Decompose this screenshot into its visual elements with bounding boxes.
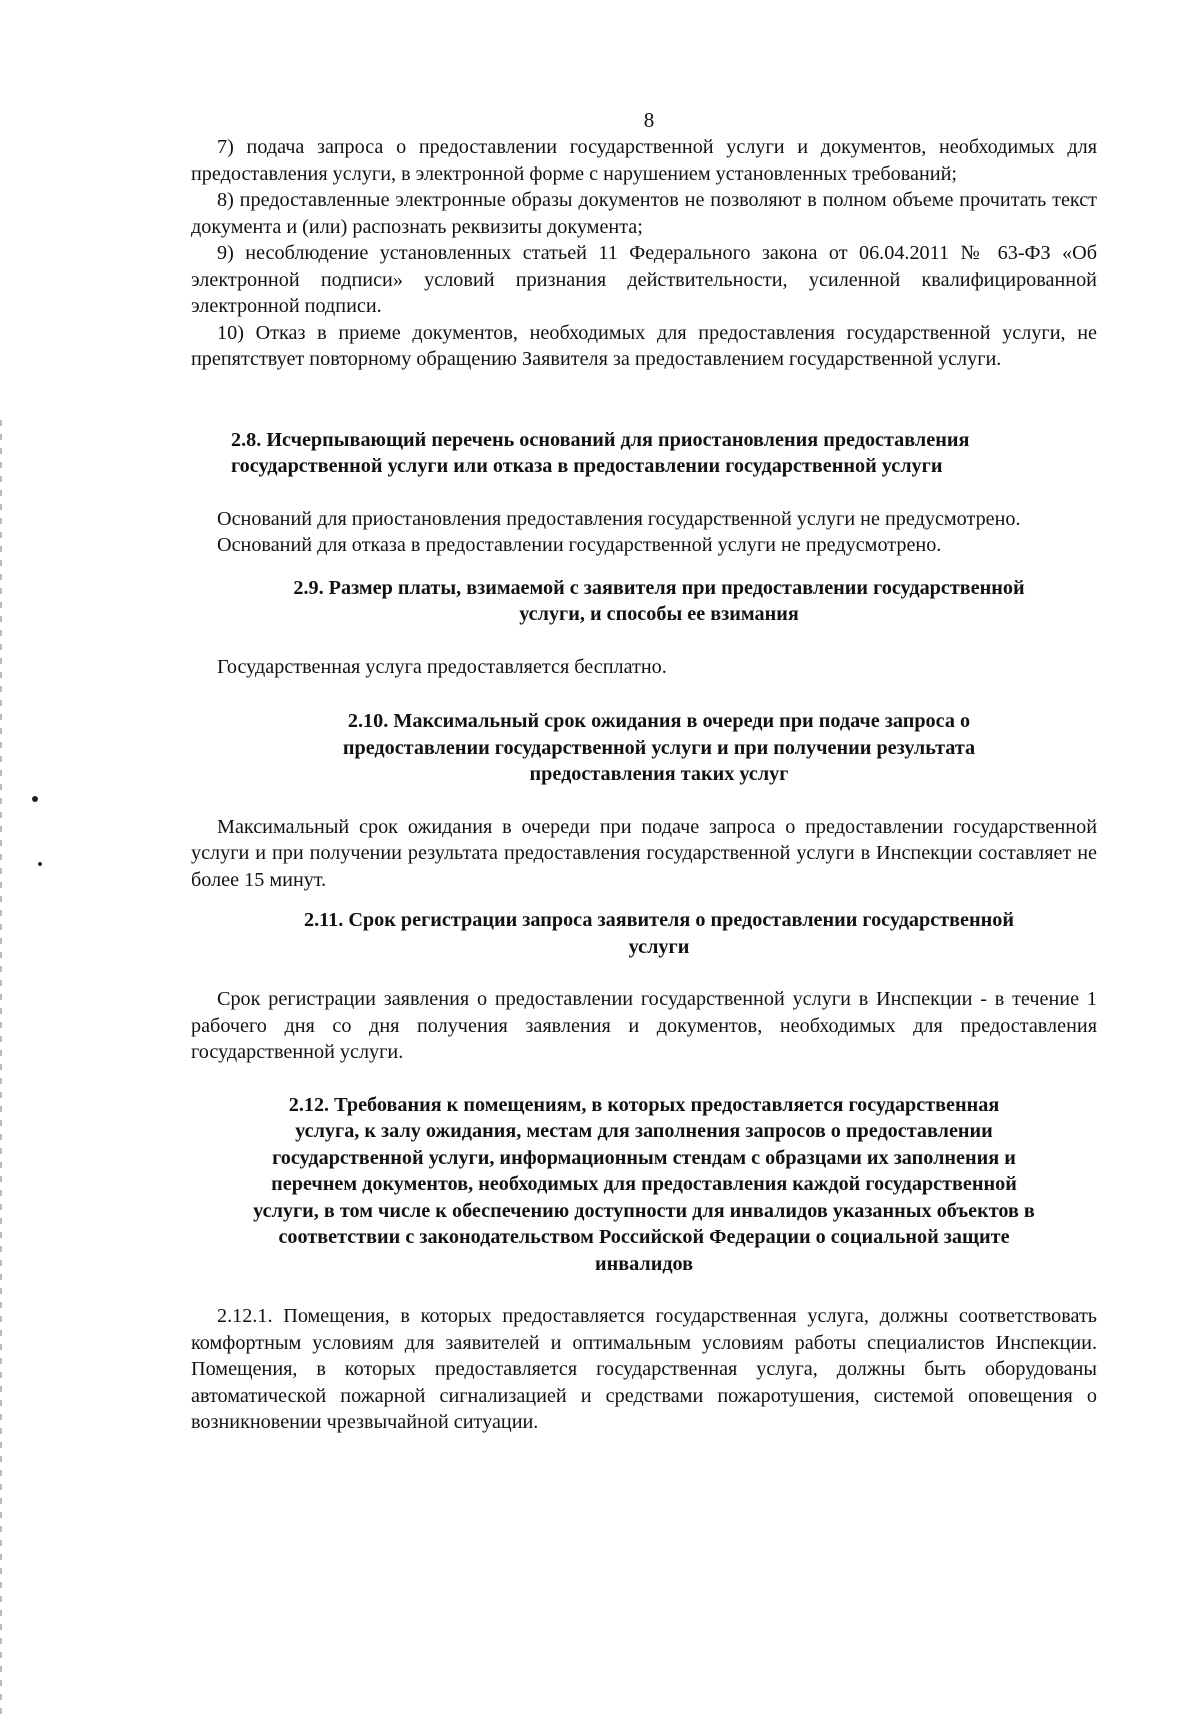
heading-line: услуги, и способы ее взимания (519, 603, 799, 625)
section-paragraph: Оснований для приостановления предоставления государственной услуги не предусмотрено. (217, 507, 1021, 530)
heading-line: государственной услуги, информационным стендам с образцами их заполнения и (272, 1146, 1016, 1169)
section-heading-2-10 (191, 708, 1097, 788)
heading-line: 2.11. Срок регистрации запроса заявителя о предоставлении государственной (304, 909, 1014, 931)
list-item: 8) предоставленные электронные образы документов не позволяют в полном объеме прочитать текст документа и (или) распознать реквизиты документа; (191, 189, 1097, 238)
heading-line: 2.10. Максимальный срок ожидания в очереди при подаче запроса о (347, 710, 971, 732)
heading-line: услуга, к залу ожидания, местам для заполнения запросов о предоставлении (295, 1120, 993, 1142)
list-item: 7) подача запроса о предоставлении государственной услуги и документов, необходимых для предоставления услуги, в электронной форме с нарушением установленных требований; (191, 136, 1097, 185)
heading-line: 2.8. Исчерпывающий перечень оснований для приостановления предоставления (231, 428, 970, 451)
scan-edge-artifact (0, 420, 2, 1720)
heading-line: услуги, в том числе к обеспечению доступности для инвалидов указанных объектов в (253, 1199, 1035, 1222)
heading-line: государственной услуги или отказа в предоставлении государственной услуги (231, 455, 943, 477)
intro-list (191, 134, 1097, 373)
heading-line: 2.12. Требования к помещениям, в которых предоставляется государственная (288, 1093, 1000, 1116)
heading-line: перечнем документов, необходимых для предоставления каждой государственной (271, 1173, 1017, 1195)
scan-speck (32, 796, 38, 802)
heading-line: 2.9. Размер платы, взимаемой с заявителя при предоставлении государственной (293, 576, 1025, 599)
section-heading-2-11 (191, 907, 1097, 960)
document-page (191, 108, 1097, 1436)
heading-line: соответствии с законодательством Российской Федерации о социальной защите (278, 1226, 1010, 1248)
page-number: 8 (643, 108, 655, 132)
section-heading-2-8 (191, 427, 1097, 480)
list-item: 9) несоблюдение установленных статьей 11 Федерального закона от 06.04.2011 № 63-ФЗ «Об электронной подписи» условий признания действительности, усиленной квалифицированной электронной подписи. (191, 242, 1097, 317)
section-paragraph: Оснований для отказа в предоставлении государственной услуги не предусмотрено. (217, 534, 942, 556)
section-paragraph: 2.12.1. Помещения, в которых предоставляется государственная услуга, должны соответствовать комфортным условиям для заявителей и оптимальным условиям работы специалистов Инспекции. Помещения, в которых предоставляется государственная услуга, должны быть оборудованы автоматической пожарной сигнализацией и средствами пожаротушения, системой оповещения о возникновении чрезвычайной ситуации. (191, 1305, 1097, 1433)
section-heading-2-9 (191, 575, 1097, 628)
heading-line: предоставления таких услуг (529, 763, 789, 785)
heading-line: предоставлении государственной услуги и при получении результата (342, 736, 976, 759)
section-paragraph: Максимальный срок ожидания в очереди при подаче запроса о предоставлении государственной услуги и при получении результата предоставления государственной услуги в Инспекции составляет не более 15 минут. (191, 815, 1097, 891)
section-heading-2-12 (191, 1092, 1097, 1278)
section-paragraph: Срок регистрации заявления о предоставлении государственной услуги в Инспекции - в течение 1 рабочего дня со дня получения заявления и документов, необходимых для предоставления государственной услуги. (191, 988, 1097, 1063)
list-item: 10) Отказ в приеме документов, необходимых для предоставления государственной услуги, не препятствует повторному обращению Заявителя за предоставлением государственной услуги. (191, 321, 1097, 370)
section-paragraph: Государственная услуга предоставляется бесплатно. (217, 655, 667, 678)
heading-line: инвалидов (594, 1252, 694, 1275)
scan-speck (38, 862, 42, 866)
heading-line: услуги (628, 935, 690, 958)
